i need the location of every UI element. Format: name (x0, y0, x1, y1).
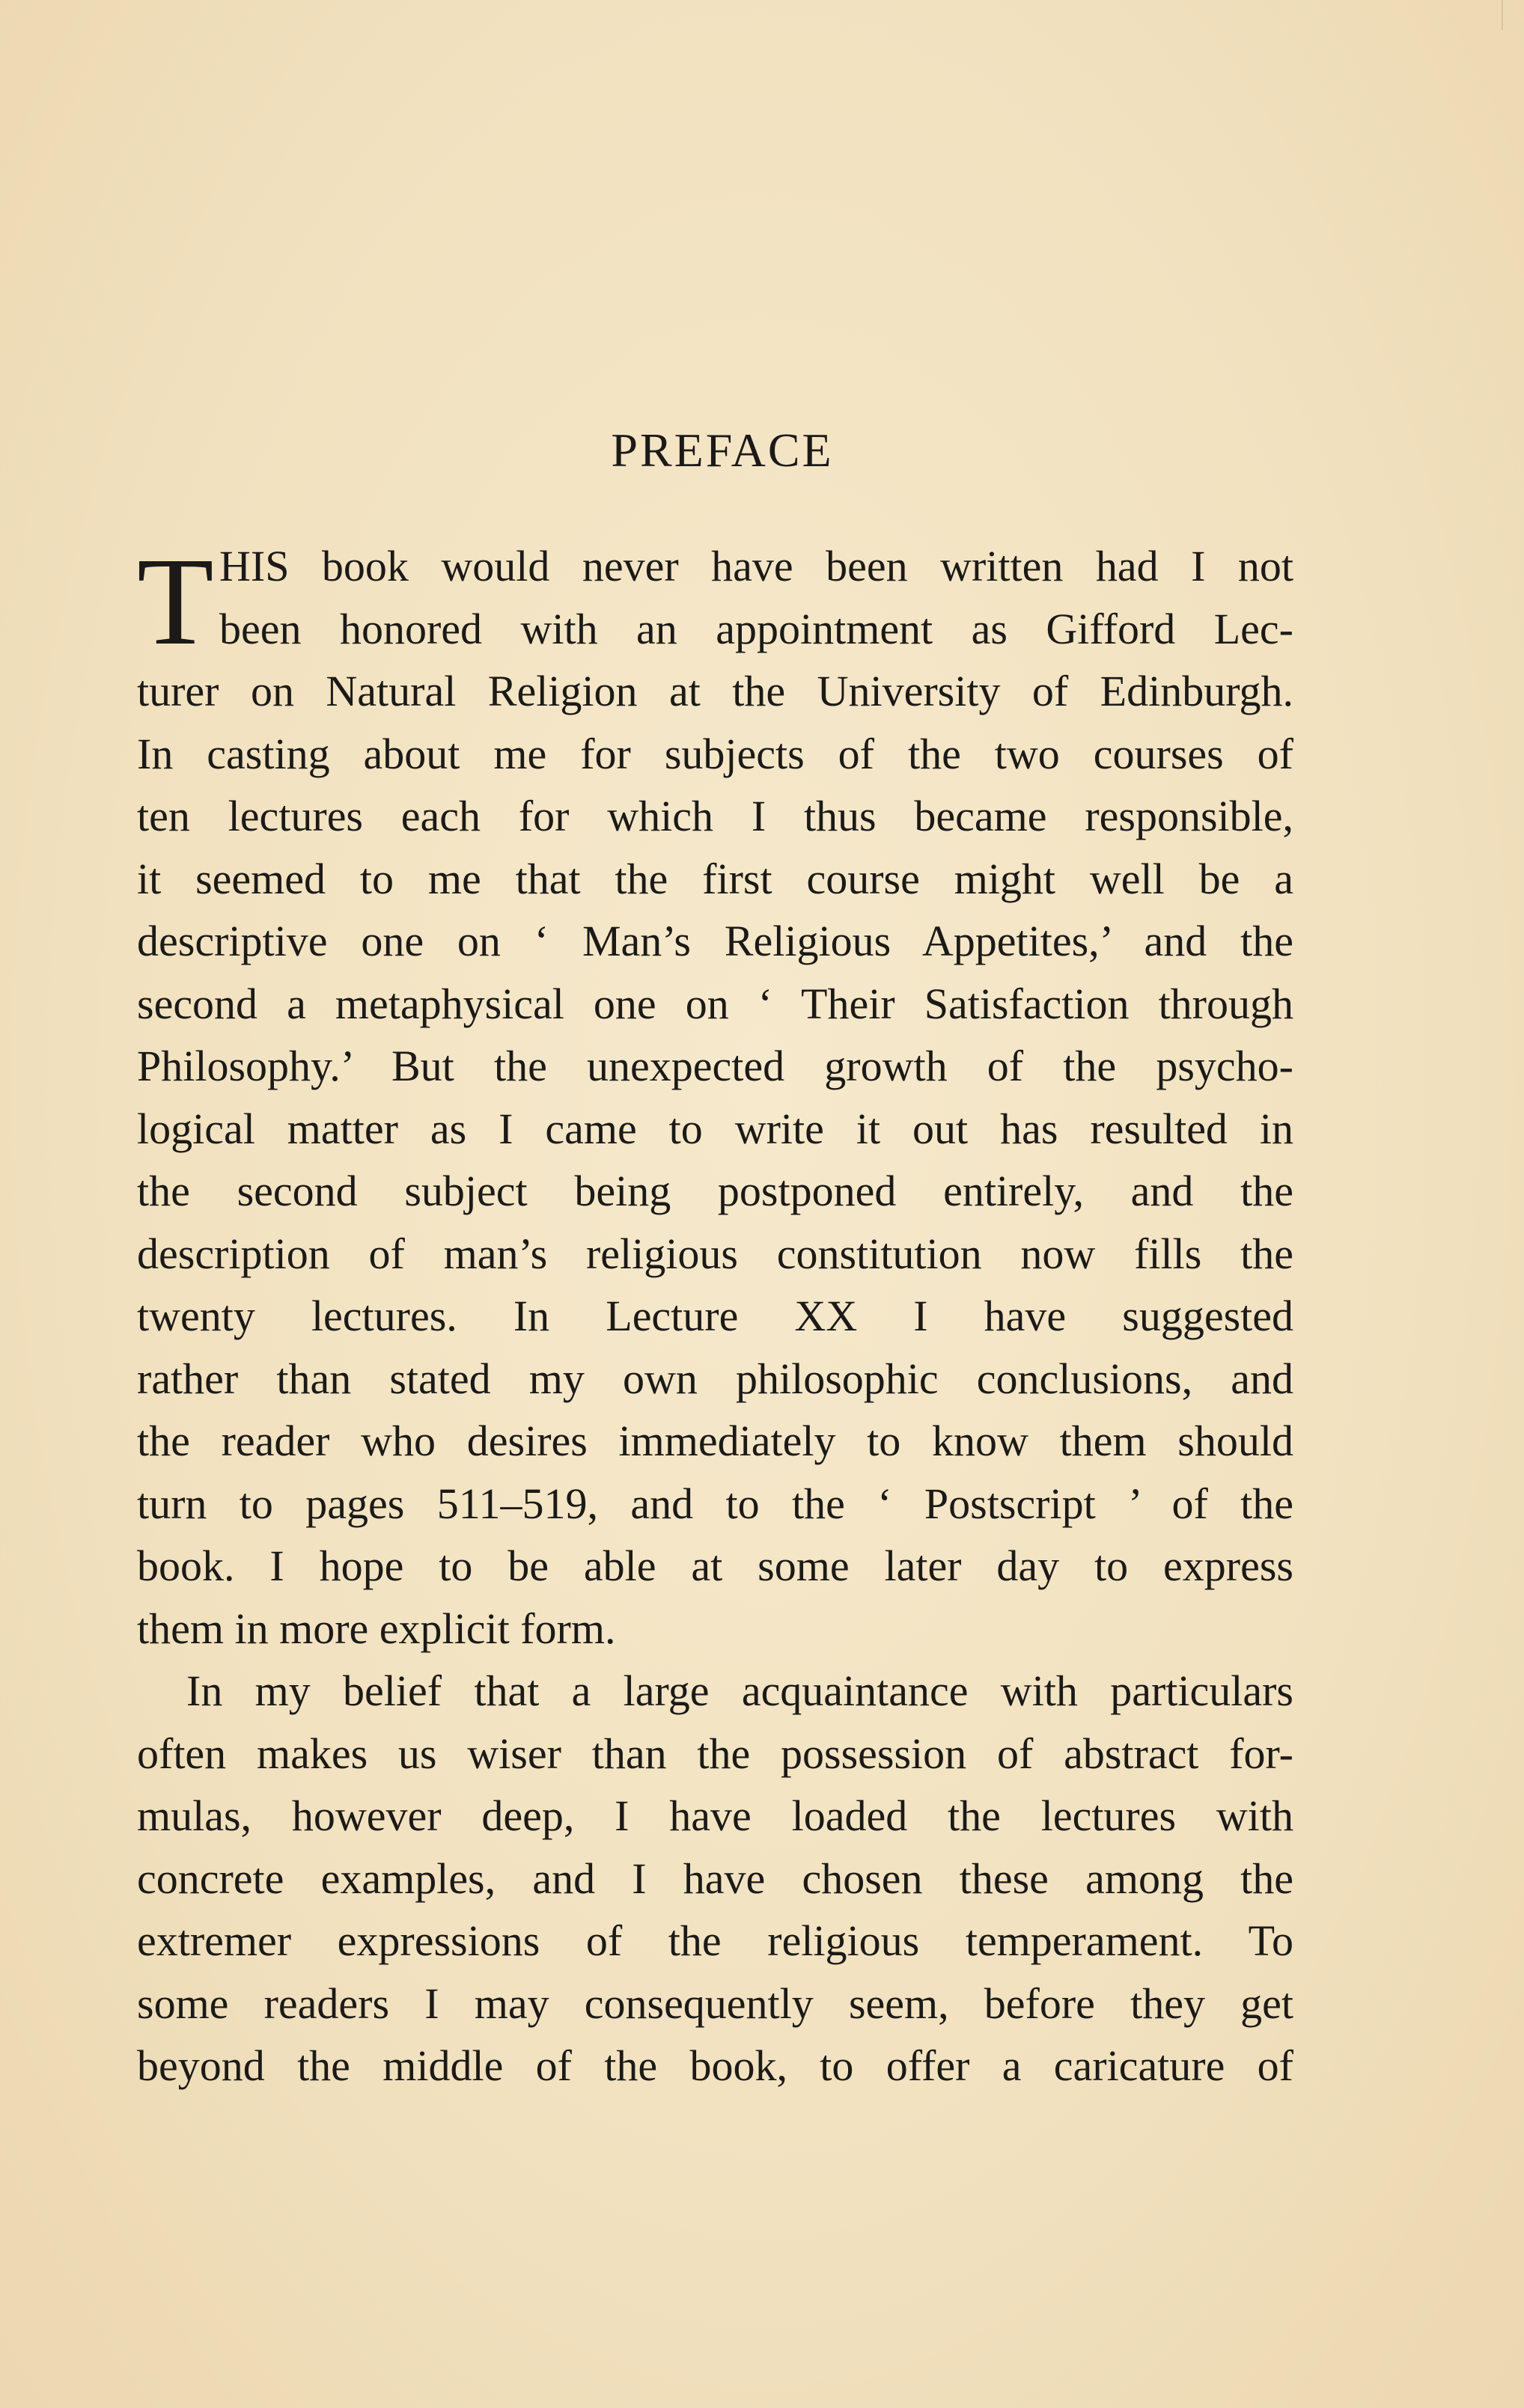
paragraph-1-line: book. I hope to be able at some later day to express (137, 1541, 1293, 1590)
paragraph-1-line: rather than stated my own philosophic conclusions, and (137, 1354, 1293, 1403)
paragraph-2-line: In my belief that a large acquaintance with particulars (186, 1666, 1293, 1715)
paragraph-1-line: logical matter as I came to write it out has resulted in (137, 1104, 1293, 1153)
paragraph-1-line: In casting about me for subjects of the two courses of (137, 729, 1293, 778)
paragraph-1-line: second a metaphysical one on ‘ Their Satisfaction through (137, 979, 1293, 1028)
paragraph-1-line: the reader who desires immediately to know them should (137, 1417, 1293, 1465)
page-edge-mark (1502, 0, 1503, 30)
paragraph-1-line: them in more explicit form. (137, 1604, 616, 1653)
paragraph-1-line: Philosophy.’ But the unexpected growth of the psycho- (137, 1042, 1293, 1090)
paragraph-1-line: description of man’s religious constitution now fills the (137, 1229, 1293, 1278)
paragraph-2-line: often makes us wiser than the possession of abstract for- (137, 1729, 1293, 1778)
page-title: PREFACE (611, 424, 834, 477)
paragraph-2-line: some readers I may consequently seem, before they get (137, 1978, 1293, 2028)
paragraph-2-line: concrete examples, and I have chosen these among the (137, 1854, 1293, 1903)
paragraph-1-line: turn to pages 511–519, and to the ‘ Postscript ’ of the (137, 1479, 1293, 1528)
preface-body (137, 532, 1293, 2097)
paragraph-1-line: ten lectures each for which I thus became responsible, (137, 792, 1293, 840)
paragraph-1-line: HIS book would never have been written had I not (219, 542, 1293, 590)
drop-cap: T (137, 532, 214, 671)
paragraph-1-line: turer on Natural Religion at the University of Edinburgh. (137, 667, 1293, 715)
paragraph-1-line: it seemed to me that the first course might well be a (137, 854, 1293, 903)
paragraph-2-line: extremer expressions of the religious temperament. To (137, 1916, 1293, 1965)
paragraph-2-line: mulas, however deep, I have loaded the lectures with (137, 1791, 1293, 1840)
paragraph-1-line: the second subject being postponed entirely, and the (137, 1167, 1293, 1215)
paragraph-1-line: twenty lectures. In Lecture XX I have suggested (137, 1292, 1293, 1340)
paragraph-2-line: beyond the middle of the book, to offer a caricature of (137, 2041, 1293, 2090)
paragraph-1-line: descriptive one on ‘ Man’s Religious Appetites,’ and the (137, 917, 1293, 965)
paragraph-1-line: been honored with an appointment as Gifford Lec- (219, 604, 1293, 653)
